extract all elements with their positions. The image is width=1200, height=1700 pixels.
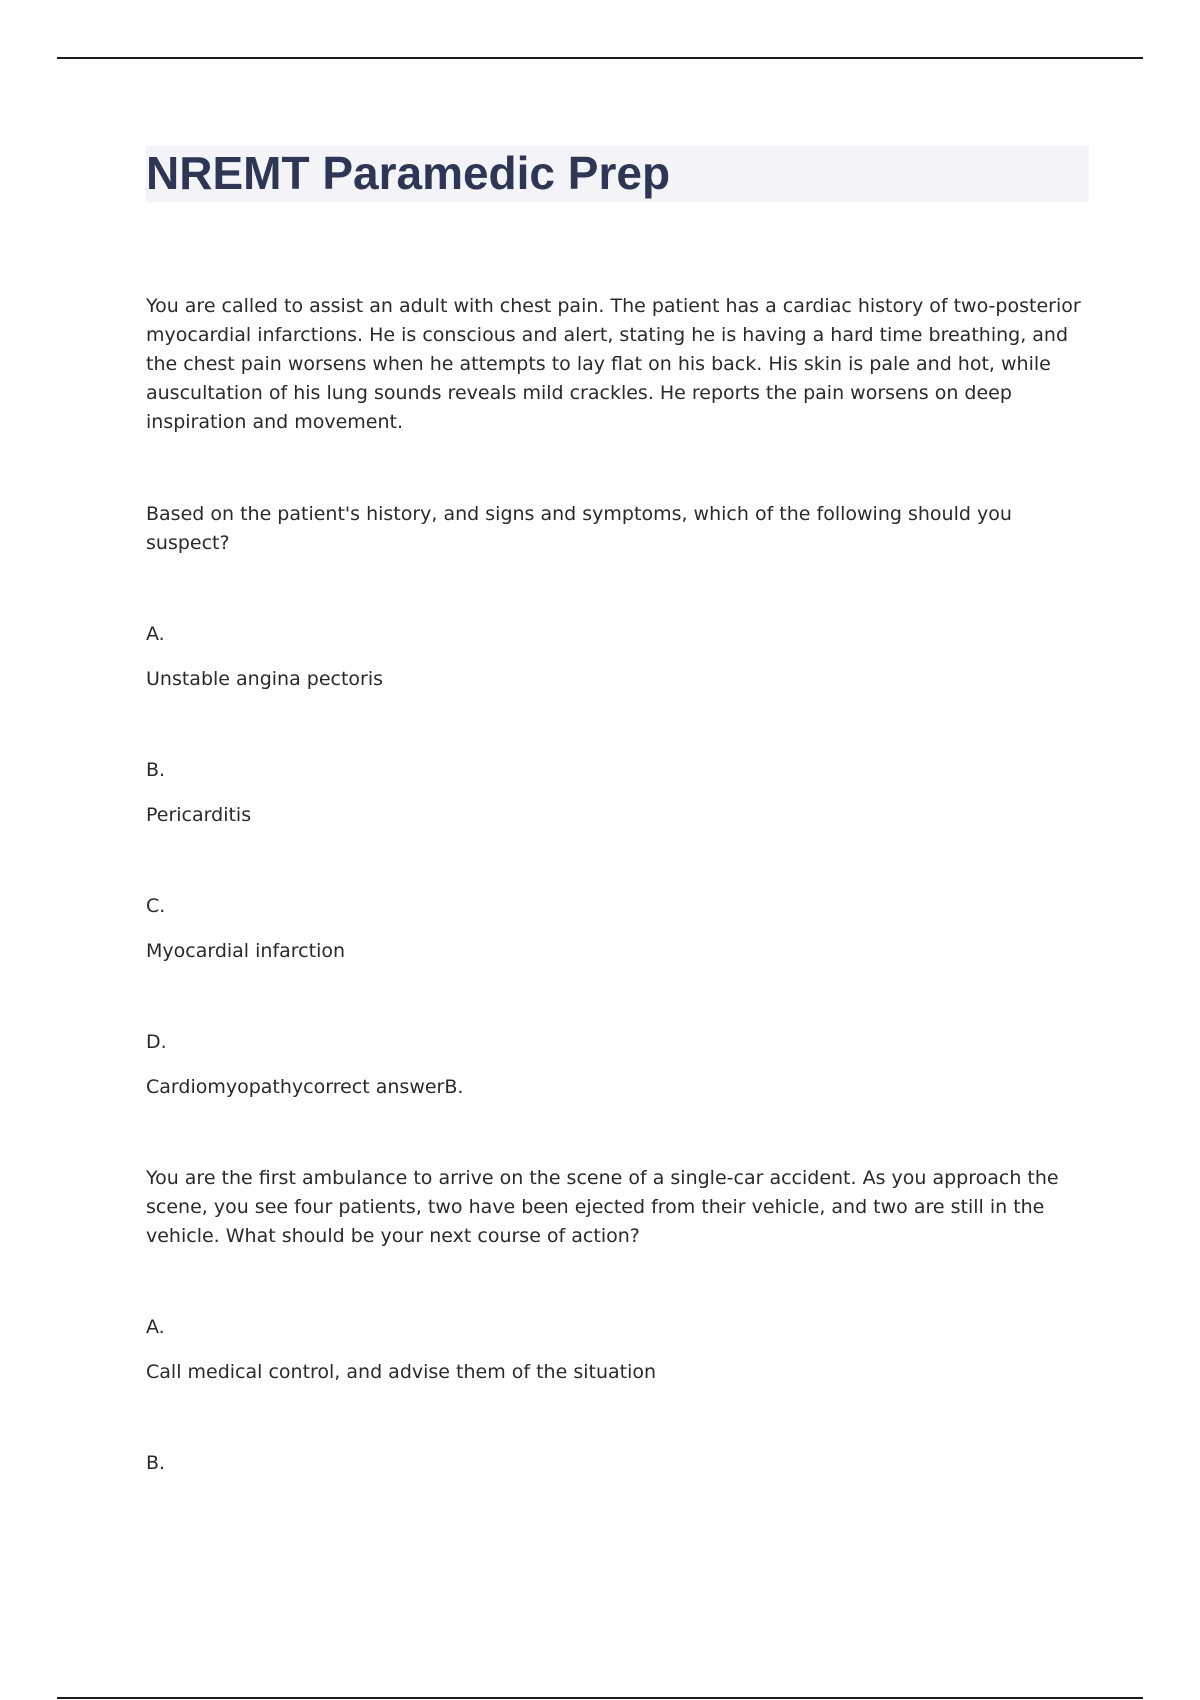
option-letter: A. <box>146 1316 165 1338</box>
option-letter: D. <box>146 1031 167 1053</box>
option-letter: B. <box>146 1452 166 1474</box>
option-text: Myocardial infarction <box>146 940 346 962</box>
question-2-stem: You are the first ambulance to arrive on the scene of a single-car accident. As you approach the scene, you see four patients, two have been ejected from their vehicle, and two are still in the vehicle. What should be your next course of action? <box>146 1167 1059 1247</box>
question-1-prompt: Based on the patient's history, and signs and symptoms, which of the following should you suspect? <box>146 503 1012 554</box>
option-text: Unstable angina pectoris <box>146 668 384 690</box>
document-body <box>146 292 1096 1478</box>
question-1-stem: You are called to assist an adult with chest pain. The patient has a cardiac history of two-posterior myocardial infarctions. He is conscious and alert, stating he is having a hard time breathing, and the chest pain worsens when he attempts to lay flat on his back. His skin is pale and hot, while auscultation of his lung sounds reveals mild crackles. He reports the pain worsens on deep inspiration and movement. <box>146 295 1081 433</box>
page-title: NREMT Paramedic Prep <box>146 147 671 199</box>
option-letter: A. <box>146 623 165 645</box>
option-letter: C. <box>146 895 166 917</box>
option-text: Pericarditis <box>146 804 252 826</box>
option-letter: B. <box>146 759 166 781</box>
option-text: Call medical control, and advise them of the situation <box>146 1361 657 1383</box>
top-rule <box>57 57 1143 59</box>
option-text-with-answer: Cardiomyopathycorrect answerB. <box>146 1076 464 1098</box>
bottom-rule <box>57 1697 1143 1699</box>
